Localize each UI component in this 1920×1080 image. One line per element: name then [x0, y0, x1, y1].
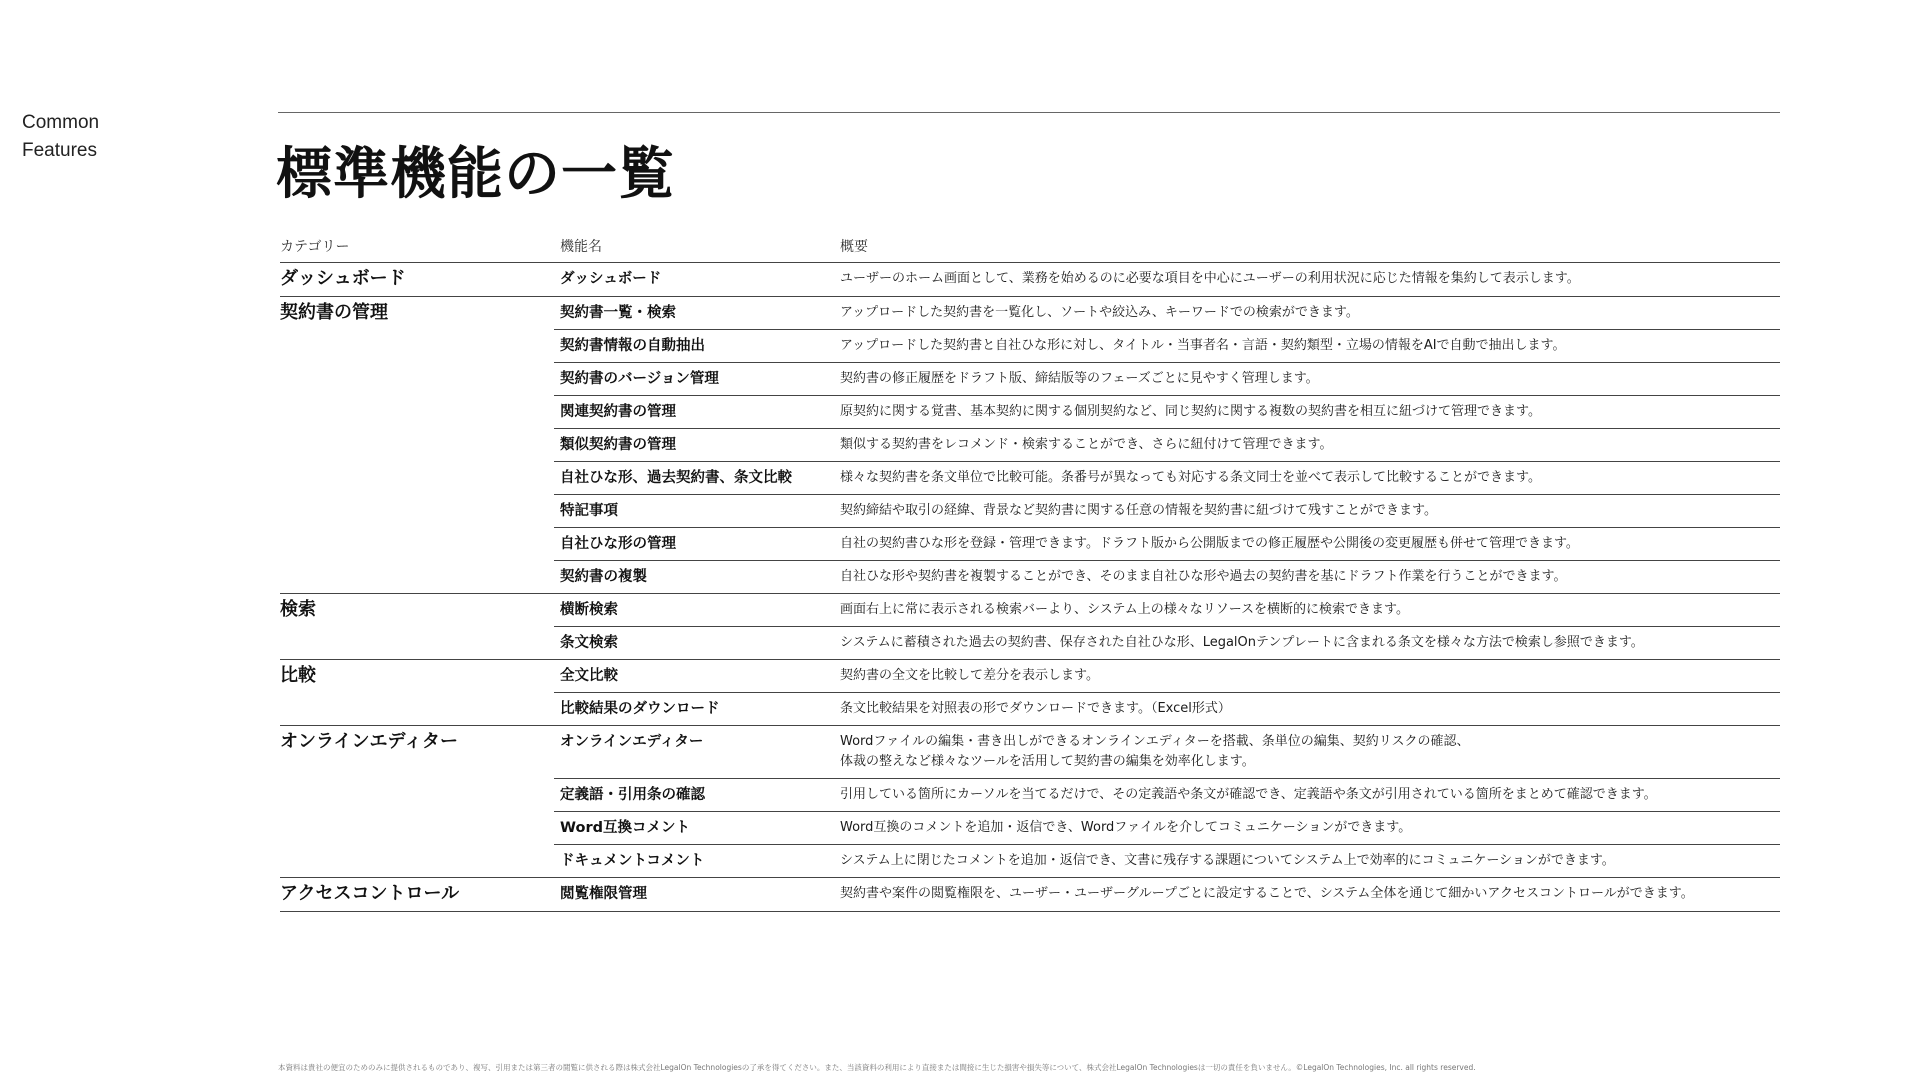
feature-name-cell: 比較結果のダウンロード — [554, 693, 836, 726]
table-header-row — [280, 231, 1780, 263]
table-row — [280, 263, 1780, 297]
table-row — [280, 726, 1780, 779]
feature-summary-cell: 契約書の全文を比較して差分を表示します。 — [836, 660, 1780, 693]
table-row — [280, 297, 1780, 330]
feature-summary-cell: 契約書や案件の閲覧権限を、ユーザー・ユーザーグループごとに設定することで、システム全体を通じて細かいアクセスコントロールができます。 — [836, 878, 1780, 912]
feature-name-cell: ドキュメントコメント — [554, 845, 836, 878]
table-body — [280, 263, 1780, 912]
feature-name-cell: オンラインエディター — [554, 726, 836, 779]
feature-name-cell: 閲覧権限管理 — [554, 878, 836, 912]
feature-summary-cell: 自社ひな形や契約書を複製することができ、そのまま自社ひな形や過去の契約書を基にドラフト作業を行うことができます。 — [836, 561, 1780, 594]
section-label-line2: Features — [22, 140, 97, 161]
page-title: 標準機能の一覧 — [276, 142, 675, 207]
feature-name-cell: 自社ひな形の管理 — [554, 528, 836, 561]
table-row — [280, 878, 1780, 912]
feature-summary-cell: ユーザーのホーム画面として、業務を始めるのに必要な項目を中心にユーザーの利用状況に応じた情報を集約して表示します。 — [836, 263, 1780, 297]
feature-summary-cell: Wordファイルの編集・書き出しができるオンラインエディターを搭載、条単位の編集、契約リスクの確認、 体裁の整えなど様々なツールを活用して契約書の編集を効率化します。 — [836, 726, 1780, 779]
footer-disclaimer: 本資料は貴社の便宜のためのみに提供されるものであり、複写、引用または第三者の閲覧に供される際は株式会社LegalOn Technologiesの了承を得てください。また、当該資料の利用により直接または間接に生じた損害や損失等について、株式会社LegalOn Technologiesは一切の責任を負いません。©LegalOn Technologies, Inc. all rights reserved. — [278, 1063, 1476, 1072]
header-category: カテゴリー — [280, 231, 554, 263]
feature-name-cell: 全文比較 — [554, 660, 836, 693]
feature-summary-cell: 原契約に関する覚書、基本契約に関する個別契約など、同じ契約に関する複数の契約書を相互に紐づけて管理できます。 — [836, 396, 1780, 429]
feature-name-cell: 契約書一覧・検索 — [554, 297, 836, 330]
feature-summary-cell: Word互換のコメントを追加・返信でき、Wordファイルを介してコミュニケーションができます。 — [836, 812, 1780, 845]
feature-summary-cell: 契約書の修正履歴をドラフト版、締結版等のフェーズごとに見やすく管理します。 — [836, 363, 1780, 396]
feature-summary-cell: アップロードした契約書を一覧化し、ソートや絞込み、キーワードでの検索ができます。 — [836, 297, 1780, 330]
feature-name-cell: 契約書のバージョン管理 — [554, 363, 836, 396]
features-table — [280, 231, 1780, 912]
feature-summary-cell: 画面右上に常に表示される検索バーより、システム上の様々なリソースを横断的に検索できます。 — [836, 594, 1780, 627]
section-label — [22, 109, 99, 165]
category-cell: 契約書の管理 — [280, 297, 554, 594]
feature-name-cell: 契約書の複製 — [554, 561, 836, 594]
table-row — [280, 594, 1780, 627]
section-label-line1: Common — [22, 112, 100, 133]
feature-name-cell: Word互換コメント — [554, 812, 836, 845]
category-cell: 比較 — [280, 660, 554, 726]
feature-name-cell: 類似契約書の管理 — [554, 429, 836, 462]
category-cell: ダッシュボード — [280, 263, 554, 297]
category-cell: 検索 — [280, 594, 554, 660]
table-row — [280, 660, 1780, 693]
feature-summary-cell: システム上に閉じたコメントを追加・返信でき、文書に残存する課題についてシステム上で効率的にコミュニケーションができます。 — [836, 845, 1780, 878]
feature-summary-cell: 自社の契約書ひな形を登録・管理できます。ドラフト版から公開版までの修正履歴や公開後の変更履歴も併せて管理できます。 — [836, 528, 1780, 561]
feature-name-cell: 契約書情報の自動抽出 — [554, 330, 836, 363]
header-summary: 概要 — [836, 231, 1780, 263]
category-cell: オンラインエディター — [280, 726, 554, 878]
feature-name-cell: 定義語・引用条の確認 — [554, 779, 836, 812]
features-table-container — [280, 231, 1780, 912]
feature-summary-cell: 契約締結や取引の経緯、背景など契約書に関する任意の情報を契約書に紐づけて残すことができます。 — [836, 495, 1780, 528]
feature-name-cell: 横断検索 — [554, 594, 836, 627]
feature-summary-cell: 引用している箇所にカーソルを当てるだけで、その定義語や条文が確認でき、定義語や条文が引用されている箇所をまとめて確認できます。 — [836, 779, 1780, 812]
feature-name-cell: ダッシュボード — [554, 263, 836, 297]
top-divider — [278, 112, 1780, 113]
feature-summary-cell: 条文比較結果を対照表の形でダウンロードできます。（Excel形式） — [836, 693, 1780, 726]
feature-summary-cell: システムに蓄積された過去の契約書、保存された自社ひな形、LegalOnテンプレートに含まれる条文を様々な方法で検索し参照できます。 — [836, 627, 1780, 660]
feature-summary-cell: 様々な契約書を条文単位で比較可能。条番号が異なっても対応する条文同士を並べて表示して比較することができます。 — [836, 462, 1780, 495]
feature-summary-cell: 類似する契約書をレコメンド・検索することができ、さらに紐付けて管理できます。 — [836, 429, 1780, 462]
category-cell: アクセスコントロール — [280, 878, 554, 912]
feature-name-cell: 特記事項 — [554, 495, 836, 528]
feature-summary-cell: アップロードした契約書と自社ひな形に対し、タイトル・当事者名・言語・契約類型・立場の情報をAIで自動で抽出します。 — [836, 330, 1780, 363]
header-feature: 機能名 — [554, 231, 836, 263]
feature-name-cell: 自社ひな形、過去契約書、条文比較 — [554, 462, 836, 495]
feature-name-cell: 関連契約書の管理 — [554, 396, 836, 429]
feature-name-cell: 条文検索 — [554, 627, 836, 660]
